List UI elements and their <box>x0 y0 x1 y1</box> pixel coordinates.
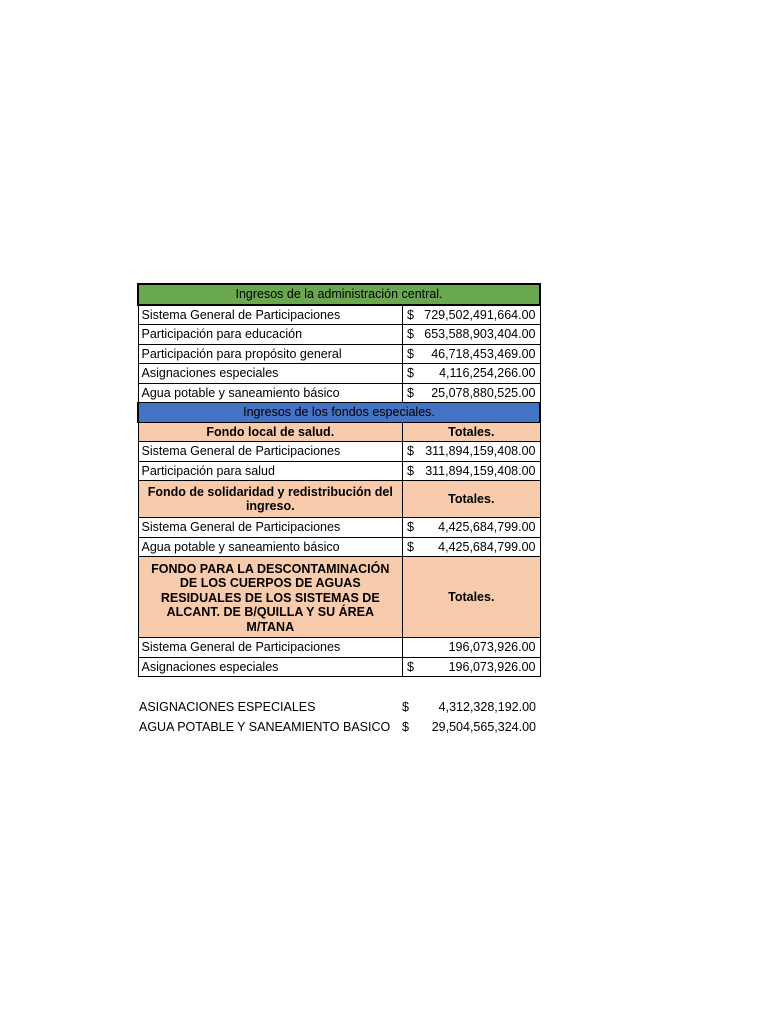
summary-label: AGUA POTABLE Y SANEAMIENTO BASICO <box>139 720 391 734</box>
currency-symbol: $ <box>407 520 414 535</box>
row-label: Agua potable y saneamiento básico <box>138 537 403 557</box>
fund-name: Fondo de solidaridad y redistribución del ingreso. <box>138 481 403 518</box>
currency-symbol: $ <box>407 307 414 322</box>
row-label: Sistema General de Participaciones <box>138 305 403 325</box>
fund-header-row <box>138 422 540 442</box>
row-amount <box>403 383 540 403</box>
summary-table <box>139 697 539 737</box>
amount-value: 196,073,926.00 <box>448 659 536 674</box>
row-label: Asignaciones especiales <box>138 364 403 384</box>
central-header: Ingresos de la administración central. <box>138 284 540 305</box>
row-label: Participación para propósito general <box>138 344 403 364</box>
fund-name: Fondo local de salud. <box>138 422 403 442</box>
row-label: Agua potable y saneamiento básico <box>138 383 403 403</box>
summary-row <box>139 717 539 737</box>
amount-value: 4,425,684,799.00 <box>438 520 536 535</box>
row-label: Sistema General de Participaciones <box>138 638 403 658</box>
row-amount <box>403 305 540 325</box>
row-label: Sistema General de Participaciones <box>138 518 403 538</box>
amount-value: 46,718,453,469.00 <box>431 346 536 361</box>
summary-row <box>139 697 539 717</box>
table-row <box>138 537 540 557</box>
row-amount <box>403 657 540 677</box>
fund-totals-label: Totales. <box>403 422 540 442</box>
fund-header-row <box>138 481 540 518</box>
table-row <box>138 518 540 538</box>
central-header-row <box>138 284 540 305</box>
amount-value: 4,425,684,799.00 <box>438 539 536 554</box>
amount-value: 729,502,491,664.00 <box>424 307 536 322</box>
currency-symbol: $ <box>407 366 414 381</box>
table-row <box>138 442 540 462</box>
currency-symbol: $ <box>402 700 409 714</box>
amount-value: 29,504,565,324.00 <box>431 720 536 734</box>
row-amount <box>403 325 540 345</box>
amount-value: 25,078,880,525.00 <box>431 385 536 400</box>
currency-symbol: $ <box>407 463 414 478</box>
fund-header-row <box>138 557 540 638</box>
table-row <box>138 638 540 658</box>
row-amount <box>403 518 540 538</box>
table-row <box>138 461 540 481</box>
row-amount <box>403 364 540 384</box>
fund-name: FONDO PARA LA DESCONTAMINACIÓN DE LOS CUERPOS DE AGUAS RESIDUALES DE LOS SISTEMAS DE ALCANT. DE B/QUILLA Y SU ÁREA M/TANA <box>138 557 403 638</box>
row-label: Participación para educación <box>138 325 403 345</box>
row-amount <box>403 461 540 481</box>
currency-symbol: $ <box>402 720 409 734</box>
row-amount <box>403 442 540 462</box>
table-row <box>138 305 540 325</box>
summary-label: ASIGNACIONES ESPECIALES <box>139 700 316 714</box>
table-row <box>138 344 540 364</box>
row-label: Asignaciones especiales <box>138 657 403 677</box>
amount-value: 4,116,254,266.00 <box>439 366 536 381</box>
row-label: Sistema General de Participaciones <box>138 442 403 462</box>
special-header: Ingresos de los fondos especiales. <box>138 403 540 423</box>
amount-value: 196,073,926.00 <box>448 640 536 655</box>
currency-symbol: $ <box>407 539 414 554</box>
currency-symbol: $ <box>407 327 414 342</box>
currency-symbol: $ <box>407 346 414 361</box>
currency-symbol: $ <box>407 444 414 459</box>
currency-symbol: $ <box>407 385 414 400</box>
table-row <box>138 383 540 403</box>
income-table <box>137 283 541 677</box>
row-amount <box>403 537 540 557</box>
amount-value: 311,894,159,408.00 <box>425 463 536 478</box>
row-amount <box>403 344 540 364</box>
table-row <box>138 364 540 384</box>
row-label: Participación para salud <box>138 461 403 481</box>
amount-value: 311,894,159,408.00 <box>425 444 536 459</box>
table-row <box>138 325 540 345</box>
fund-totals-label: Totales. <box>403 481 540 518</box>
summary-amount <box>400 717 539 737</box>
row-amount <box>403 638 540 658</box>
amount-value: 653,588,903,404.00 <box>424 327 536 342</box>
summary-amount <box>400 697 539 717</box>
special-header-row <box>138 403 540 423</box>
currency-symbol: $ <box>407 659 414 674</box>
fund-totals-label: Totales. <box>403 557 540 638</box>
amount-value: 4,312,328,192.00 <box>438 700 536 714</box>
table-row <box>138 657 540 677</box>
